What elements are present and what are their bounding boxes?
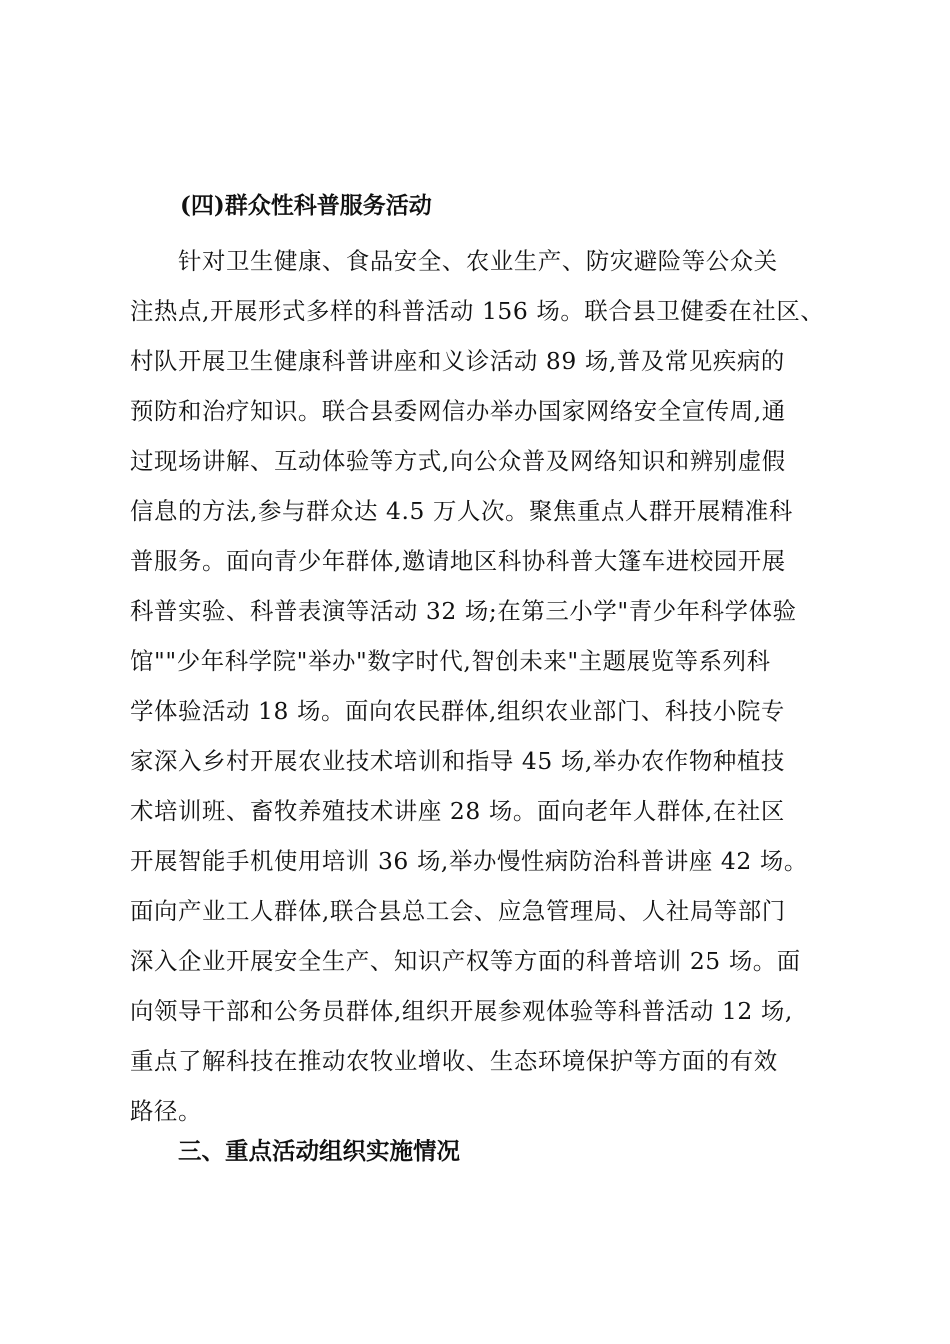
paragraph-line: 路径。 bbox=[130, 1097, 202, 1125]
paragraph-line: 开展智能手机使用培训 36 场,举办慢性病防治科普讲座 42 场。 bbox=[130, 847, 808, 875]
section-heading: 三、重点活动组织实施情况 bbox=[178, 1137, 460, 1165]
paragraph-line: 馆""少年科学院"举办"数字时代,智创未来"主题展览等系列科 bbox=[130, 647, 771, 675]
paragraph-line: 村队开展卫生健康科普讲座和义诊活动 89 场,普及常见疾病的 bbox=[130, 347, 785, 375]
paragraph-line: 面向产业工人群体,联合县总工会、应急管理局、人社局等部门 bbox=[130, 897, 786, 925]
paragraph-line: 向领导干部和公务员群体,组织开展参观体验等科普活动 12 场, bbox=[130, 997, 793, 1025]
paragraph-line: 科普实验、科普表演等活动 32 场;在第三小学"青少年科学体验 bbox=[130, 597, 797, 625]
paragraph-line: 重点了解科技在推动农牧业增收、生态环境保护等方面的有效 bbox=[130, 1047, 778, 1075]
paragraph-line: 深入企业开展安全生产、知识产权等方面的科普培训 25 场。面 bbox=[130, 947, 801, 975]
paragraph-line: 术培训班、畜牧养殖技术讲座 28 场。面向老年人群体,在社区 bbox=[130, 797, 785, 825]
paragraph-line: 过现场讲解、互动体验等方式,向公众普及网络知识和辨别虚假 bbox=[130, 447, 786, 475]
paragraph-line: 普服务。面向青少年群体,邀请地区科协科普大篷车进校园开展 bbox=[130, 547, 786, 575]
paragraph-line: 注热点,开展形式多样的科普活动 156 场。联合县卫健委在社区、 bbox=[130, 297, 825, 325]
subheading: (四)群众性科普服务活动 bbox=[180, 192, 432, 219]
paragraph-line: 学体验活动 18 场。面向农民群体,组织农业部门、科技小院专 bbox=[130, 697, 785, 725]
paragraph-body bbox=[130, 236, 832, 1136]
paragraph-line: 家深入乡村开展农业技术培训和指导 45 场,举办农作物种植技 bbox=[130, 747, 785, 775]
paragraph-line: 针对卫生健康、食品安全、农业生产、防灾避险等公众关 bbox=[178, 247, 778, 275]
paragraph-line: 信息的方法,参与群众达 4.5 万人次。聚焦重点人群开展精准科 bbox=[130, 497, 793, 525]
paragraph-line: 预防和治疗知识。联合县委网信办举办国家网络安全宣传周,通 bbox=[130, 397, 786, 425]
